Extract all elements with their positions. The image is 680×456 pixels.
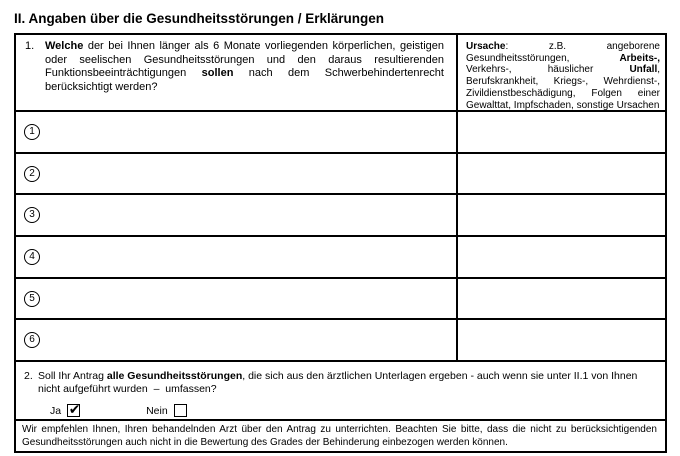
question-1-number: 1. [25, 40, 35, 52]
row-number-badge-5: 5 [24, 291, 40, 307]
question-1-row [16, 35, 665, 112]
cause-input-area-3[interactable] [458, 195, 665, 235]
yes-label: Ja [50, 404, 62, 417]
row-number-badge-2: 2 [24, 166, 40, 182]
no-checkbox[interactable] [174, 404, 187, 417]
disorder-input-area-5[interactable] [16, 279, 458, 319]
disorder-row-1 [16, 112, 665, 154]
disorder-input-area-3[interactable] [16, 195, 458, 235]
cause-input-area-6[interactable] [458, 320, 665, 360]
question-2-section [16, 362, 665, 419]
row-number-badge-3: 3 [24, 207, 40, 223]
disorder-input-area-1[interactable] [16, 112, 458, 152]
yes-checkbox[interactable] [67, 401, 81, 418]
disorder-row-2 [16, 154, 665, 196]
disorder-input-area-2[interactable] [16, 154, 458, 194]
question-1-cell [16, 35, 458, 110]
disorder-row-3 [16, 195, 665, 237]
cause-hint-cell: Ursache: z.B. angeborene Gesundheitsstörungen, Arbeits-, Verkehrs-, häuslicher Unfall, Berufskrankheit, Kriegs-, Wehrdienst-, Zivildienstbeschädigung, Folgen einer Gewalttat, Impfschaden, sonstige Ursachen [466, 41, 660, 111]
question-1-text: Welche der bei Ihnen länger als 6 Monate vorliegenden körperlichen, geistigen oder seelischen Gesundheitsstörungen und den daraus resultierenden Funktionsbeeinträchtigungen sollen nach dem Schwerbehindertenrecht berücksichtigt werden? [45, 40, 444, 93]
disorder-rows [16, 112, 665, 362]
cause-input-area-1[interactable] [458, 112, 665, 152]
disorder-row-5 [16, 279, 665, 321]
check-icon: ✔ [68, 401, 81, 418]
question-2-text-block [24, 370, 655, 396]
disorder-input-area-6[interactable] [16, 320, 458, 360]
row-number-badge-4: 4 [24, 249, 40, 265]
question-2-number: 2. [24, 370, 33, 382]
row-number-badge-6: 6 [24, 332, 40, 348]
disorder-row-4 [16, 237, 665, 279]
disorder-input-area-4[interactable] [16, 237, 458, 277]
row-number-badge-1: 1 [24, 124, 40, 140]
no-label: Nein [146, 404, 168, 417]
cause-input-area-2[interactable] [458, 154, 665, 194]
disorder-row-6 [16, 320, 665, 362]
yes-no-answers [24, 401, 655, 418]
cause-input-area-4[interactable] [458, 237, 665, 277]
cause-input-area-5[interactable] [458, 279, 665, 319]
health-disorders-form-table [14, 33, 667, 453]
advisory-note: Wir empfehlen Ihnen, Ihren behandelnden Arzt über den Antrag zu unterrichten. Beachten Sie bitte, dass die nicht zu berücksichtigenden Gesundheitsstörungen auch nicht in die Bewertung des Grades der Behinderung einbezogen werden können. [16, 419, 665, 451]
question-2-text: Soll Ihr Antrag alle Gesundheitsstörungen, die sich aus den ärztlichen Unterlagen ergeben - auch wenn sie unter II.1 von Ihnen nicht aufgeführt wurden – umfassen? [38, 370, 638, 395]
section-title: II. Angaben über die Gesundheitsstörungen / Erklärungen [14, 11, 385, 26]
